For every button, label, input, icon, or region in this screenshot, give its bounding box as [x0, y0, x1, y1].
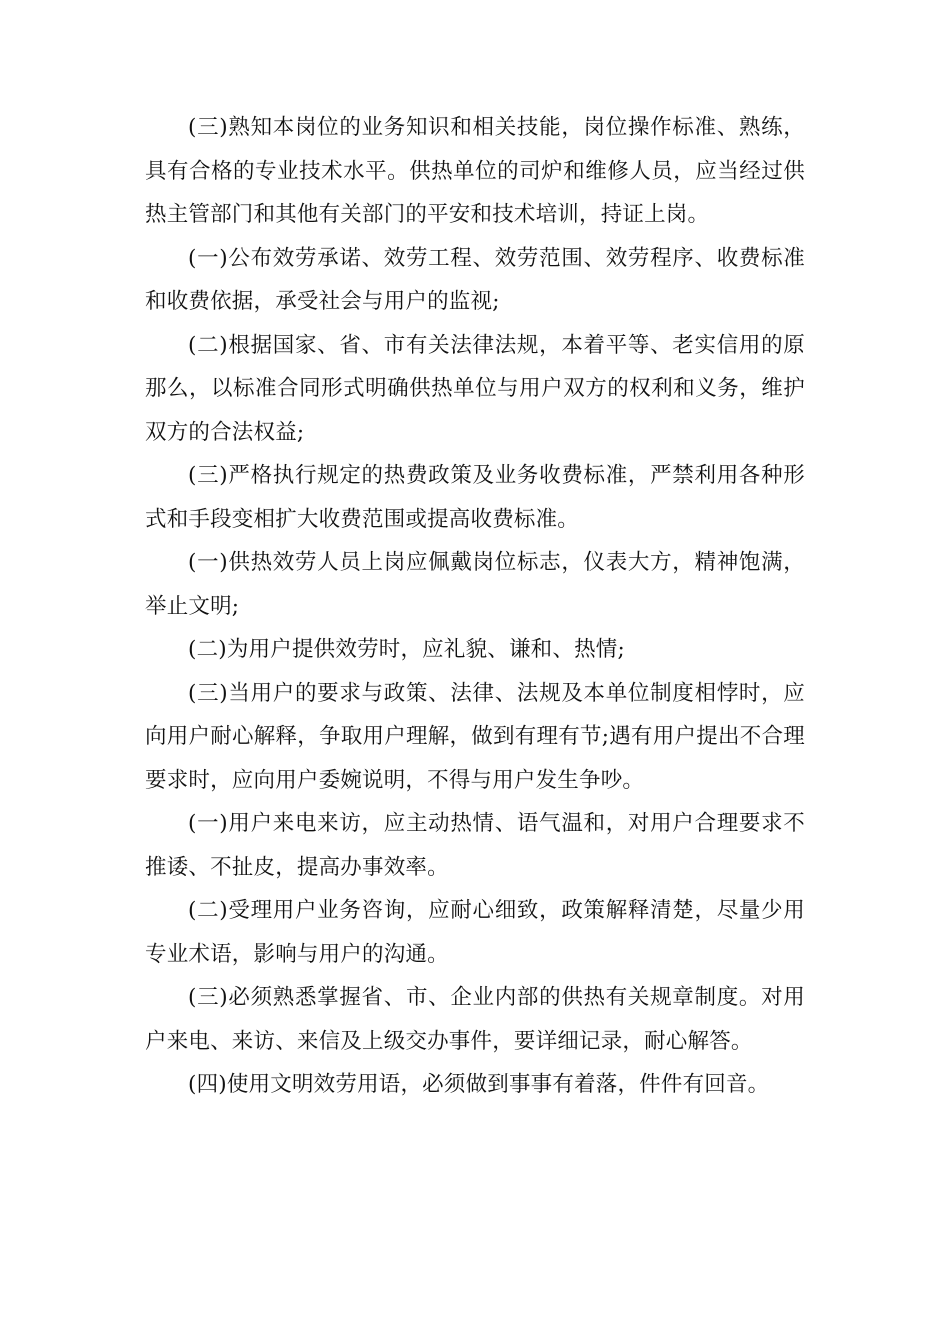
paragraph-2: (一)公布效劳承诺、效劳工程、效劳范围、效劳程序、收费标准和收费依据，承受社会与用户的监视; [145, 245, 805, 314]
paragraph-10: (三)必须熟悉掌握省、市、企业内部的供热有关规章制度。对用户来电、来访、来信及上级交办事件，要详细记录，耐心解答。 [145, 985, 805, 1054]
paragraph-4: (三)严格执行规定的热费政策及业务收费标准，严禁利用各种形式和手段变相扩大收费范围或提高收费标准。 [145, 463, 805, 532]
paragraph-5: (一)供热效劳人员上岗应佩戴岗位标志，仪表大方，精神饱满，举止文明; [145, 550, 805, 619]
paragraph-11: (四)使用文明效劳用语，必须做到事事有着落，件件有回音。 [188, 1072, 770, 1097]
paragraph-9: (二)受理用户业务咨询，应耐心细致，政策解释清楚，尽量少用专业术语，影响与用户的沟通。 [145, 898, 805, 967]
document-body [145, 106, 805, 1107]
paragraph-8: (一)用户来电来访，应主动热情、语气温和，对用户合理要求不推诿、不扯皮，提高办事效率。 [145, 811, 805, 880]
paragraph-3: (二)根据国家、省、市有关法律法规，本着平等、老实信用的原那么，以标准合同形式明确供热单位与用户双方的权利和义务，维护双方的合法权益; [145, 332, 805, 445]
paragraph-6: (二)为用户提供效劳时，应礼貌、谦和、热情; [188, 637, 625, 662]
paragraph-1: (三)熟知本岗位的业务知识和相关技能，岗位操作标准、熟练，具有合格的专业技术水平。供热单位的司炉和维修人员，应当经过供热主管部门和其他有关部门的平安和技术培训，持证上岗。 [145, 115, 805, 227]
paragraph-7: (三)当用户的要求与政策、法律、法规及本单位制度相悖时，应向用户耐心解释，争取用户理解，做到有理有节;遇有用户提出不合理要求时，应向用户委婉说明，不得与用户发生争吵。 [145, 680, 805, 793]
